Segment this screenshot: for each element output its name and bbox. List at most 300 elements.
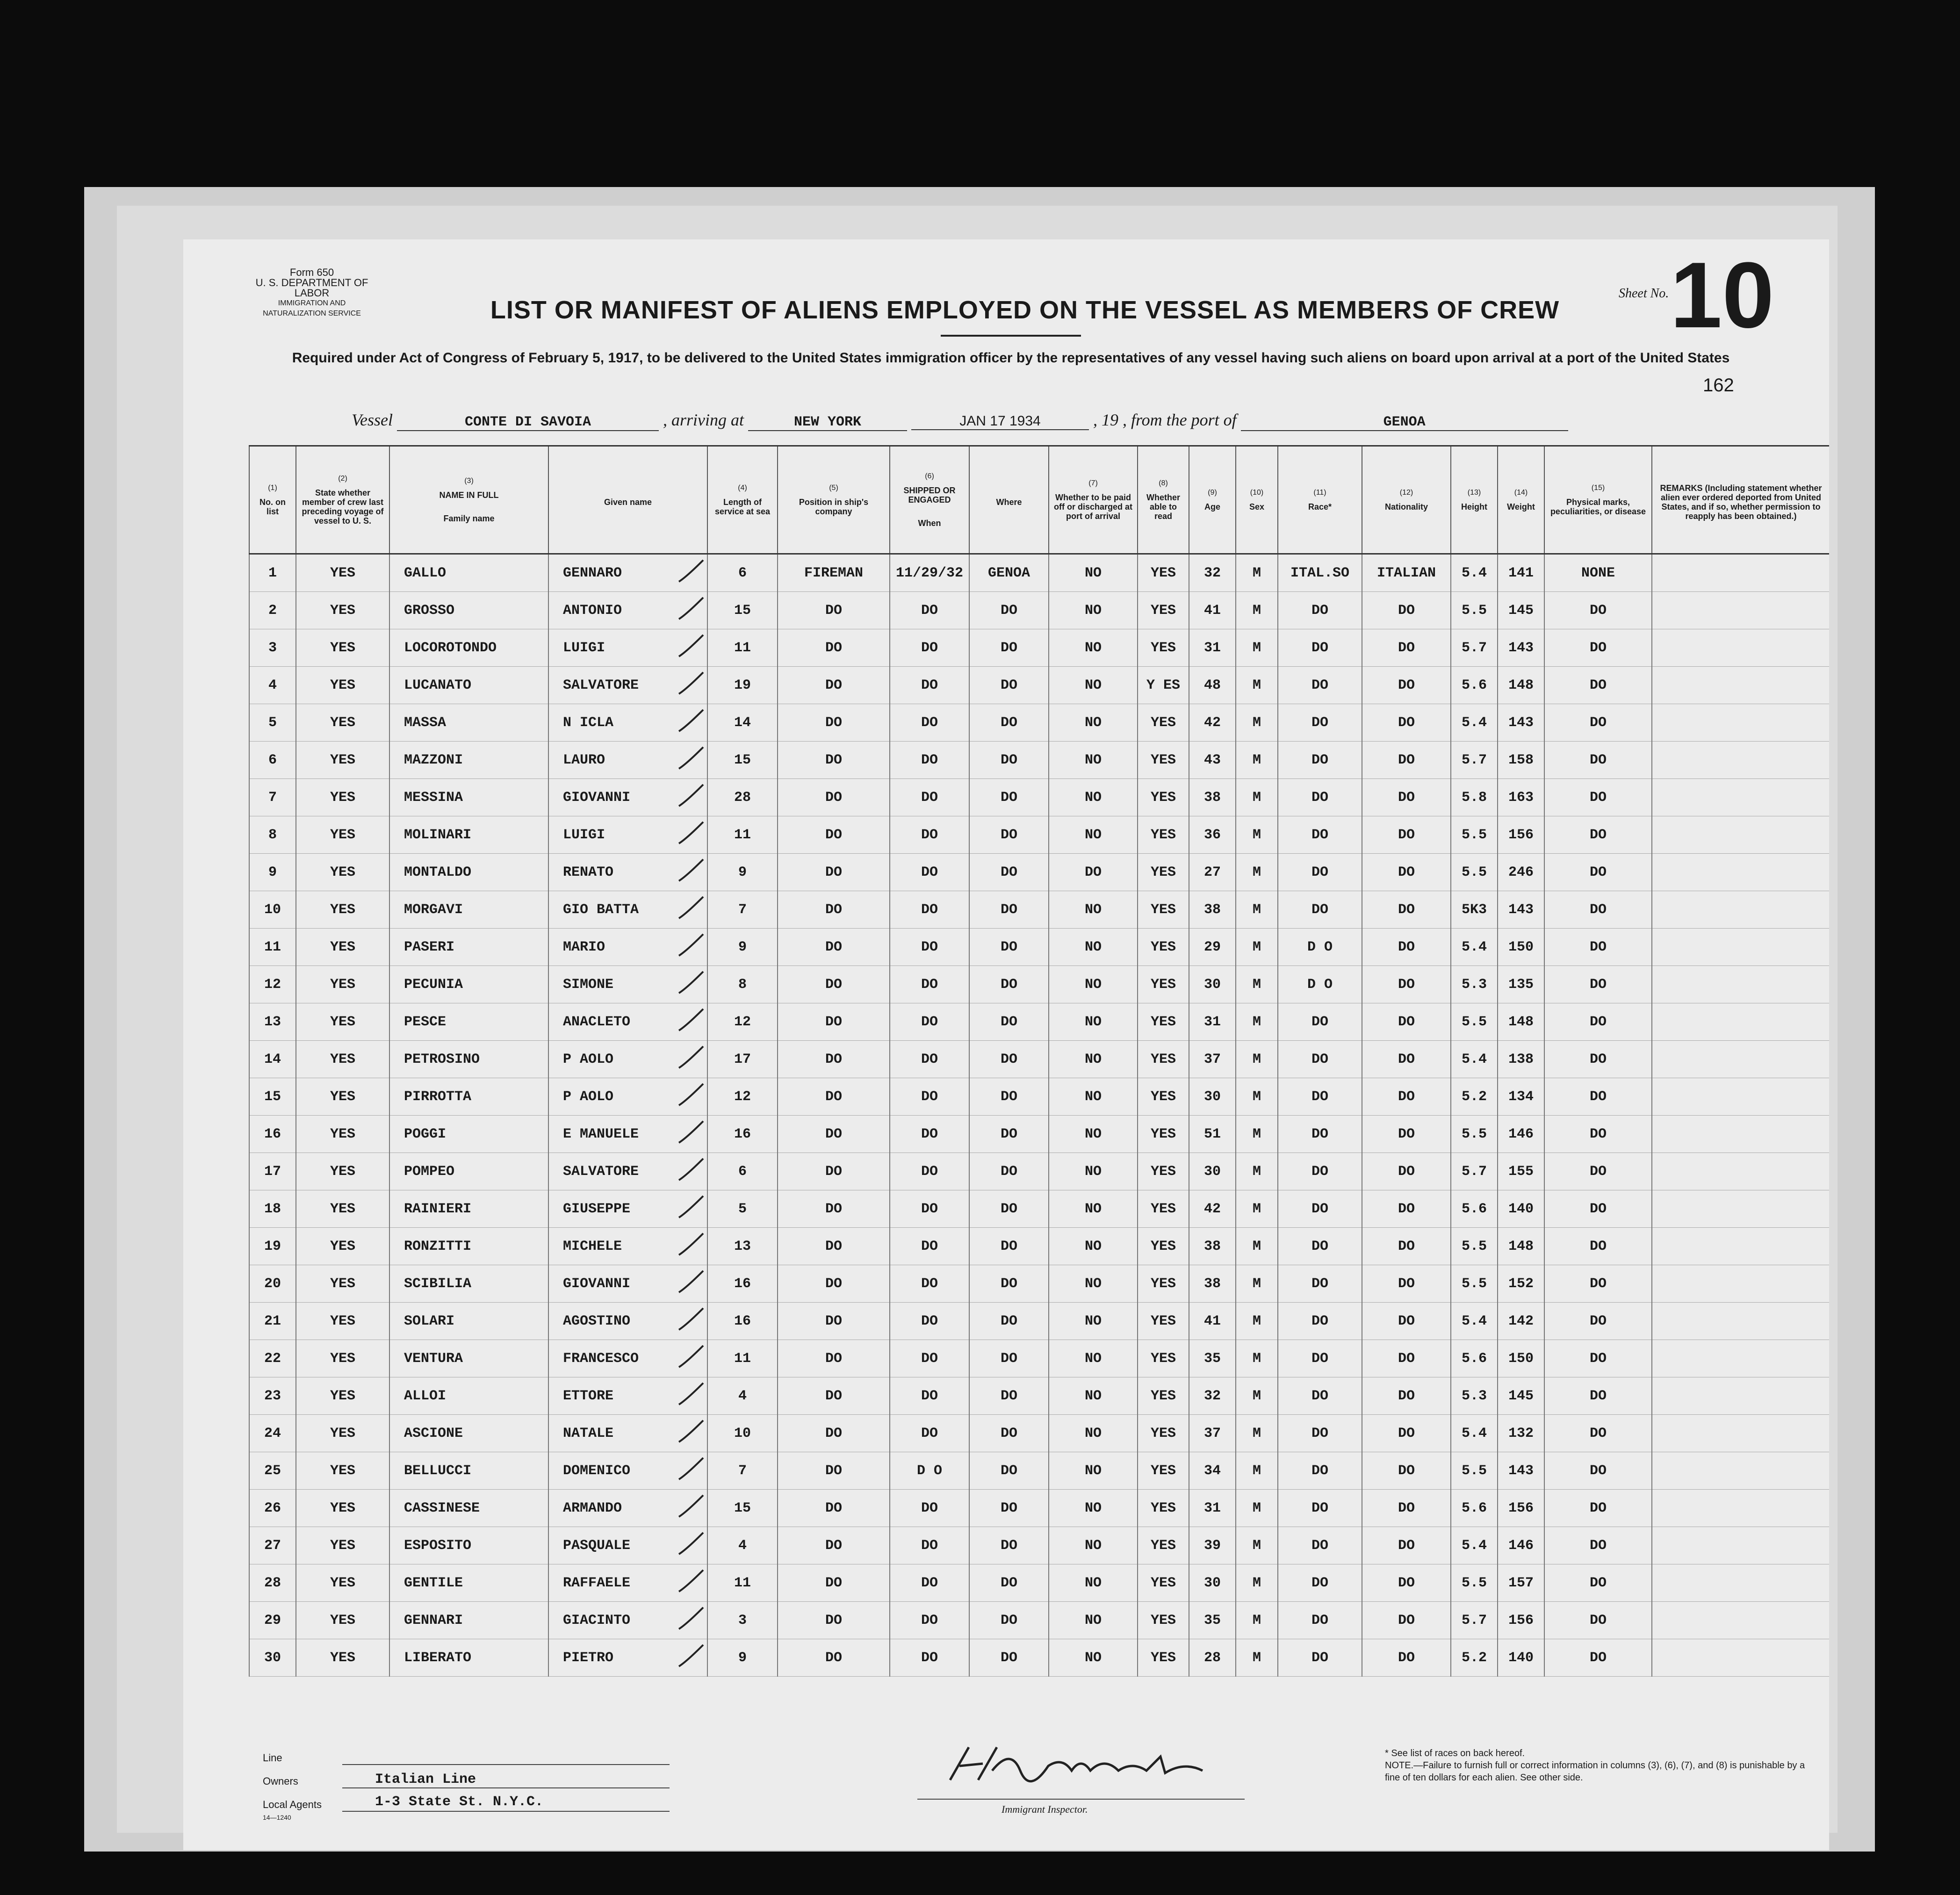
nationality-cell: DO — [1362, 1153, 1451, 1190]
paid-off-cell: NO — [1049, 1303, 1138, 1340]
service-length-cell: 5 — [707, 1190, 778, 1228]
previous-voyage-cell: YES — [296, 854, 389, 891]
family-name-cell: ESPOSITO — [389, 1527, 548, 1564]
previous-voyage-cell: YES — [296, 1153, 389, 1190]
given-name-cell — [548, 1490, 707, 1527]
shipped-when-cell: DO — [890, 1116, 969, 1153]
table-row — [249, 1490, 1829, 1527]
weight-cell: 142 — [1498, 1303, 1544, 1340]
service-length-cell: 16 — [707, 1303, 778, 1340]
crew-table — [249, 447, 1829, 1677]
position-cell: DO — [778, 1452, 890, 1490]
race-cell: DO — [1278, 1602, 1362, 1639]
sex-cell: M — [1236, 1190, 1278, 1228]
row-number-cell: 9 — [249, 854, 296, 891]
remarks-cell — [1652, 779, 1829, 816]
page-title: LIST OR MANIFEST OF ALIENS EMPLOYED ON THE VESSEL AS MEMBERS OF CREW — [490, 296, 1560, 324]
given-name-text: GIO BATTA — [563, 901, 639, 918]
table-row — [249, 1003, 1829, 1041]
family-name-cell: BELLUCCI — [389, 1452, 548, 1490]
department-name: U. S. DEPARTMENT OF LABOR — [255, 277, 368, 299]
weight-cell: 158 — [1498, 742, 1544, 779]
age-cell: 35 — [1189, 1602, 1236, 1639]
table-row — [249, 966, 1829, 1003]
height-cell: 5.4 — [1451, 554, 1498, 592]
sex-cell: M — [1236, 1452, 1278, 1490]
height-cell: 5.5 — [1451, 1452, 1498, 1490]
nationality-cell: DO — [1362, 1490, 1451, 1527]
previous-voyage-cell: YES — [296, 629, 389, 667]
row-number-cell: 25 — [249, 1452, 296, 1490]
age-cell: 37 — [1189, 1041, 1236, 1078]
paid-off-cell: NO — [1049, 1078, 1138, 1116]
nationality-cell: DO — [1362, 1602, 1451, 1639]
row-number-cell: 20 — [249, 1265, 296, 1303]
position-cell: DO — [778, 1116, 890, 1153]
shipped-where-cell: DO — [969, 966, 1049, 1003]
col-nationality-header — [1362, 447, 1451, 554]
given-name-text: GENNARO — [563, 565, 622, 581]
physical-marks-cell: DO — [1544, 1228, 1652, 1265]
column-label: Age — [1204, 502, 1220, 512]
previous-voyage-cell: YES — [296, 1078, 389, 1116]
table-row — [249, 891, 1829, 929]
age-cell: 35 — [1189, 1340, 1236, 1377]
paid-off-cell: NO — [1049, 1003, 1138, 1041]
crew-table-container — [249, 445, 1829, 1742]
paid-off-cell: NO — [1049, 1564, 1138, 1602]
row-number-cell: 17 — [249, 1153, 296, 1190]
check-mark-icon — [677, 1119, 705, 1147]
family-name-cell: MASSA — [389, 704, 548, 742]
able-to-read-cell: YES — [1138, 1003, 1189, 1041]
shipped-where-cell: DO — [969, 1602, 1049, 1639]
family-name-cell: RAINIERI — [389, 1190, 548, 1228]
age-cell: 36 — [1189, 816, 1236, 854]
remarks-cell — [1652, 554, 1829, 592]
table-row — [249, 1602, 1829, 1639]
able-to-read-cell: YES — [1138, 1490, 1189, 1527]
given-name-cell — [548, 1303, 707, 1340]
date-stamp: JAN 17 1934 — [911, 413, 1089, 430]
service-length-cell: 6 — [707, 554, 778, 592]
row-number-cell: 28 — [249, 1564, 296, 1602]
paid-off-cell: NO — [1049, 1041, 1138, 1078]
height-cell: 5.3 — [1451, 1377, 1498, 1415]
column-number: (9) — [1208, 489, 1217, 497]
paid-off-cell: NO — [1049, 929, 1138, 966]
previous-voyage-cell: YES — [296, 1041, 389, 1078]
nationality-cell: DO — [1362, 1564, 1451, 1602]
form-number: Form 650 — [289, 267, 334, 278]
nationality-cell: DO — [1362, 966, 1451, 1003]
position-cell: DO — [778, 929, 890, 966]
remarks-cell — [1652, 667, 1829, 704]
height-cell: 5.5 — [1451, 1116, 1498, 1153]
given-name-cell — [548, 1377, 707, 1415]
shipped-where-cell: DO — [969, 1078, 1049, 1116]
shipped-when-cell: DO — [890, 667, 969, 704]
sheet-label: Sheet No. — [1619, 286, 1669, 301]
given-name-text: SALVATORE — [563, 677, 639, 693]
nationality-cell: DO — [1362, 1003, 1451, 1041]
table-row — [249, 667, 1829, 704]
height-cell: 5.5 — [1451, 592, 1498, 629]
able-to-read-cell: YES — [1138, 1564, 1189, 1602]
remarks-cell — [1652, 1415, 1829, 1452]
shipped-where-cell: DO — [969, 816, 1049, 854]
manifest-footer — [263, 1747, 1806, 1841]
able-to-read-cell: YES — [1138, 1228, 1189, 1265]
given-name-cell — [548, 1265, 707, 1303]
nationality-cell: DO — [1362, 854, 1451, 891]
shipped-where-cell: DO — [969, 929, 1049, 966]
check-mark-icon — [677, 1306, 705, 1334]
physical-marks-cell: DO — [1544, 1153, 1652, 1190]
family-name-cell: PECUNIA — [389, 966, 548, 1003]
paid-off-cell: NO — [1049, 592, 1138, 629]
nationality-cell: DO — [1362, 1639, 1451, 1677]
weight-cell: 134 — [1498, 1078, 1544, 1116]
race-cell: DO — [1278, 1564, 1362, 1602]
shipped-where-cell: DO — [969, 1340, 1049, 1377]
age-cell: 38 — [1189, 779, 1236, 816]
shipped-when-cell: 11/29/32 — [890, 554, 969, 592]
page-number: 162 — [1703, 375, 1734, 396]
sex-cell: M — [1236, 1078, 1278, 1116]
check-mark-icon — [677, 932, 705, 960]
weight-cell: 155 — [1498, 1153, 1544, 1190]
remarks-cell — [1652, 592, 1829, 629]
given-name-cell — [548, 1041, 707, 1078]
age-cell: 32 — [1189, 1377, 1236, 1415]
given-name-cell — [548, 1527, 707, 1564]
previous-voyage-cell: YES — [296, 1265, 389, 1303]
shipped-where-cell: DO — [969, 1190, 1049, 1228]
departure-port: GENOA — [1241, 414, 1568, 431]
owners-label: Owners — [263, 1775, 298, 1787]
sex-cell: M — [1236, 704, 1278, 742]
weight-cell: 140 — [1498, 1639, 1544, 1677]
paid-off-cell: NO — [1049, 1377, 1138, 1415]
row-number-cell: 12 — [249, 966, 296, 1003]
position-cell: DO — [778, 1190, 890, 1228]
weight-cell: 152 — [1498, 1265, 1544, 1303]
row-number-cell: 24 — [249, 1415, 296, 1452]
sex-cell: M — [1236, 1116, 1278, 1153]
column-label: State whether member of crew last preceding voyage of vessel to U. S. — [302, 488, 384, 526]
line-underline — [342, 1764, 670, 1765]
shipped-when-cell: DO — [890, 1527, 969, 1564]
nationality-cell: DO — [1362, 1377, 1451, 1415]
nationality-cell: DO — [1362, 1340, 1451, 1377]
age-cell: 42 — [1189, 704, 1236, 742]
shipped-when-cell: D O — [890, 1452, 969, 1490]
given-name-cell — [548, 629, 707, 667]
sex-cell: M — [1236, 1003, 1278, 1041]
row-number-cell: 18 — [249, 1190, 296, 1228]
sex-cell: M — [1236, 966, 1278, 1003]
remarks-cell — [1652, 1190, 1829, 1228]
table-row — [249, 1452, 1829, 1490]
physical-marks-cell: NONE — [1544, 554, 1652, 592]
physical-marks-cell: DO — [1544, 592, 1652, 629]
column-label: Sex — [1249, 502, 1265, 512]
paid-off-cell: NO — [1049, 966, 1138, 1003]
nationality-cell: DO — [1362, 929, 1451, 966]
inspector-underline — [917, 1799, 1245, 1800]
weight-cell: 145 — [1498, 1377, 1544, 1415]
row-number-cell: 8 — [249, 816, 296, 854]
family-name-cell: GENNARI — [389, 1602, 548, 1639]
service-length-cell: 7 — [707, 1452, 778, 1490]
column-label: Weight — [1507, 502, 1535, 512]
height-cell: 5.5 — [1451, 816, 1498, 854]
position-cell: DO — [778, 1639, 890, 1677]
shipped-when-cell: DO — [890, 1153, 969, 1190]
col-previous-voyage-header — [296, 447, 389, 554]
service-length-cell: 11 — [707, 816, 778, 854]
check-mark-icon — [677, 1269, 705, 1297]
weight-cell: 146 — [1498, 1116, 1544, 1153]
race-cell: DO — [1278, 1527, 1362, 1564]
age-cell: 48 — [1189, 667, 1236, 704]
remarks-cell — [1652, 1078, 1829, 1116]
given-name-text: PIETRO — [563, 1650, 614, 1666]
sex-cell: M — [1236, 554, 1278, 592]
given-name-cell — [548, 1003, 707, 1041]
row-number-cell: 23 — [249, 1377, 296, 1415]
given-name-text: RAFFAELE — [563, 1575, 631, 1591]
column-label: Length of service at sea — [714, 497, 771, 516]
service-length-cell: 15 — [707, 1490, 778, 1527]
able-to-read-cell: YES — [1138, 1415, 1189, 1452]
shipped-where-cell: DO — [969, 667, 1049, 704]
table-row — [249, 1564, 1829, 1602]
physical-marks-cell: DO — [1544, 854, 1652, 891]
family-name-cell: ASCIONE — [389, 1415, 548, 1452]
given-name-text: LUIGI — [563, 827, 605, 843]
able-to-read-cell: YES — [1138, 966, 1189, 1003]
column-label: When — [918, 519, 941, 528]
shipped-when-cell: DO — [890, 1377, 969, 1415]
col-family-name-header — [389, 447, 548, 554]
nationality-cell: DO — [1362, 1190, 1451, 1228]
remarks-cell — [1652, 704, 1829, 742]
given-name-text: ARMANDO — [563, 1500, 622, 1516]
inspector-label: Immigrant Inspector. — [1002, 1803, 1088, 1815]
age-cell: 38 — [1189, 891, 1236, 929]
race-cell: DO — [1278, 816, 1362, 854]
position-cell: DO — [778, 891, 890, 929]
position-cell: DO — [778, 742, 890, 779]
paid-off-cell: NO — [1049, 1265, 1138, 1303]
given-name-cell — [548, 742, 707, 779]
shipped-where-cell: DO — [969, 1639, 1049, 1677]
family-name-cell: LOCOROTONDO — [389, 629, 548, 667]
sex-cell: M — [1236, 1415, 1278, 1452]
nationality-cell: DO — [1362, 1078, 1451, 1116]
able-to-read-cell: YES — [1138, 816, 1189, 854]
service-length-cell: 11 — [707, 1340, 778, 1377]
service-length-cell: 6 — [707, 1153, 778, 1190]
paid-off-cell: DO — [1049, 854, 1138, 891]
age-cell: 27 — [1189, 854, 1236, 891]
family-name-cell: SCIBILIA — [389, 1265, 548, 1303]
height-cell: 5.2 — [1451, 1078, 1498, 1116]
nationality-cell: DO — [1362, 704, 1451, 742]
penalty-note: NOTE.—Failure to furnish full or correct information in columns (3), (6), (7), and (8) is punishable by a fine of ten dollars for each alien. See other side. — [1385, 1760, 1805, 1783]
age-cell: 39 — [1189, 1527, 1236, 1564]
footer-notes — [1385, 1747, 1806, 1784]
age-cell: 41 — [1189, 1303, 1236, 1340]
physical-marks-cell: DO — [1544, 1116, 1652, 1153]
previous-voyage-cell: YES — [296, 704, 389, 742]
given-name-cell — [548, 966, 707, 1003]
nationality-cell: DO — [1362, 742, 1451, 779]
column-number: (7) — [1088, 479, 1098, 487]
nationality-cell: DO — [1362, 1415, 1451, 1452]
col-physical-marks-header — [1544, 447, 1652, 554]
given-name-cell — [548, 592, 707, 629]
column-label: Nationality — [1384, 502, 1428, 512]
race-cell: DO — [1278, 1041, 1362, 1078]
service-length-cell: 17 — [707, 1041, 778, 1078]
check-mark-icon — [677, 1643, 705, 1671]
row-number-cell: 19 — [249, 1228, 296, 1265]
given-name-text: GIOVANNI — [563, 789, 631, 806]
race-cell: DO — [1278, 1003, 1362, 1041]
race-cell: DO — [1278, 1265, 1362, 1303]
family-name-cell: MONTALDO — [389, 854, 548, 891]
shipped-when-cell: DO — [890, 1078, 969, 1116]
shipped-when-cell: DO — [890, 1265, 969, 1303]
service-length-cell: 9 — [707, 1639, 778, 1677]
remarks-cell — [1652, 1003, 1829, 1041]
paid-off-cell: NO — [1049, 1340, 1138, 1377]
race-cell: DO — [1278, 1639, 1362, 1677]
check-mark-icon — [677, 670, 705, 699]
service-name: IMMIGRATION AND NATURALIZATION SERVICE — [263, 299, 361, 317]
given-name-text: ANACLETO — [563, 1014, 631, 1030]
position-cell: DO — [778, 1602, 890, 1639]
height-cell: 5.6 — [1451, 667, 1498, 704]
height-cell: 5.5 — [1451, 1228, 1498, 1265]
remarks-cell — [1652, 1639, 1829, 1677]
remarks-cell — [1652, 1340, 1829, 1377]
family-name-cell: MAZZONI — [389, 742, 548, 779]
age-cell: 31 — [1189, 629, 1236, 667]
table-row — [249, 1377, 1829, 1415]
column-label: Position in ship's company — [799, 497, 869, 516]
race-cell: DO — [1278, 891, 1362, 929]
column-header-row — [249, 447, 1829, 554]
column-number: (13) — [1467, 489, 1481, 497]
form-code: 14—1240 — [263, 1814, 291, 1821]
height-cell: 5.6 — [1451, 1490, 1498, 1527]
row-number-cell: 7 — [249, 779, 296, 816]
weight-cell: 143 — [1498, 704, 1544, 742]
check-mark-icon — [677, 1531, 705, 1559]
column-number: (10) — [1250, 489, 1264, 497]
age-cell: 31 — [1189, 1003, 1236, 1041]
row-number-cell: 26 — [249, 1490, 296, 1527]
column-number: (2) — [338, 475, 347, 483]
sex-cell: M — [1236, 1340, 1278, 1377]
able-to-read-cell: YES — [1138, 704, 1189, 742]
previous-voyage-cell: YES — [296, 1452, 389, 1490]
service-length-cell: 8 — [707, 966, 778, 1003]
column-number: (8) — [1159, 479, 1168, 487]
weight-cell: 141 — [1498, 554, 1544, 592]
weight-cell: 148 — [1498, 1003, 1544, 1041]
check-mark-icon — [677, 633, 705, 661]
able-to-read-cell: YES — [1138, 1078, 1189, 1116]
arrival-port: NEW YORK — [748, 414, 907, 431]
remarks-cell — [1652, 1303, 1829, 1340]
column-number: (15) — [1591, 484, 1605, 492]
remarks-cell — [1652, 1564, 1829, 1602]
row-number-cell: 29 — [249, 1602, 296, 1639]
physical-marks-cell: DO — [1544, 1602, 1652, 1639]
previous-voyage-cell: YES — [296, 742, 389, 779]
race-cell: DO — [1278, 1078, 1362, 1116]
family-name-cell: POMPEO — [389, 1153, 548, 1190]
age-cell: 29 — [1189, 929, 1236, 966]
nationality-cell: DO — [1362, 1527, 1451, 1564]
remarks-cell — [1652, 1602, 1829, 1639]
column-label: Where — [996, 497, 1022, 507]
shipped-when-cell: DO — [890, 929, 969, 966]
table-row — [249, 1041, 1829, 1078]
check-mark-icon — [677, 745, 705, 773]
given-name-text: DOMENICO — [563, 1463, 631, 1479]
able-to-read-cell: YES — [1138, 854, 1189, 891]
sex-cell: M — [1236, 629, 1278, 667]
sex-cell: M — [1236, 592, 1278, 629]
table-row — [249, 854, 1829, 891]
previous-voyage-cell: YES — [296, 1602, 389, 1639]
age-cell: 30 — [1189, 966, 1236, 1003]
service-length-cell: 28 — [707, 779, 778, 816]
previous-voyage-cell: YES — [296, 1490, 389, 1527]
sheet-number: 10 — [1670, 243, 1774, 347]
previous-voyage-cell: YES — [296, 592, 389, 629]
given-name-text: GIUSEPPE — [563, 1201, 631, 1217]
shipped-when-cell: DO — [890, 629, 969, 667]
service-length-cell: 12 — [707, 1078, 778, 1116]
row-number-cell: 4 — [249, 667, 296, 704]
nationality-cell: DO — [1362, 1228, 1451, 1265]
shipped-when-cell: DO — [890, 704, 969, 742]
check-mark-icon — [677, 970, 705, 998]
remarks-cell — [1652, 891, 1829, 929]
able-to-read-cell: YES — [1138, 929, 1189, 966]
table-row — [249, 742, 1829, 779]
remarks-cell — [1652, 742, 1829, 779]
given-name-text: LUIGI — [563, 640, 605, 656]
nationality-cell: DO — [1362, 891, 1451, 929]
race-cell: DO — [1278, 779, 1362, 816]
weight-cell: 150 — [1498, 1340, 1544, 1377]
table-row — [249, 1639, 1829, 1677]
given-name-cell — [548, 1415, 707, 1452]
col-no-header — [249, 447, 296, 554]
position-cell: FIREMAN — [778, 554, 890, 592]
given-name-cell — [548, 891, 707, 929]
service-length-cell: 4 — [707, 1527, 778, 1564]
given-name-text: RENATO — [563, 864, 614, 880]
